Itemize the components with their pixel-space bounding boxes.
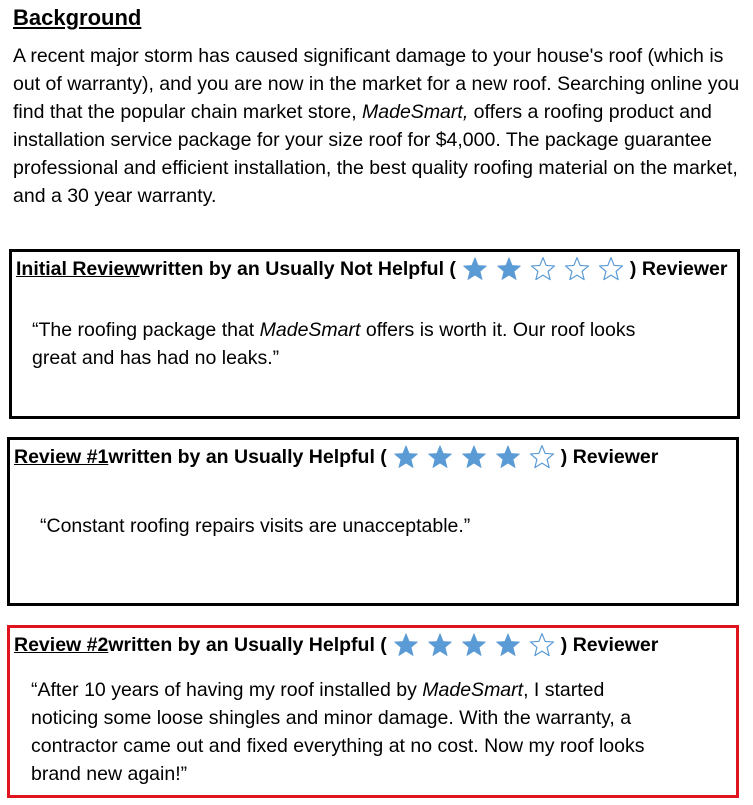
review-header [14, 444, 658, 470]
star-empty-icon [529, 632, 555, 658]
background-brand: MadeSmart, [362, 101, 469, 123]
review-text-1: “After 10 years of having my roof installed by [31, 679, 423, 701]
review-text-1: “The roofing package that [32, 319, 260, 341]
star-filled-icon [427, 444, 453, 470]
star-filled-icon [393, 632, 419, 658]
review-text-2: offers is worth it. Our roof looks great and has had no leaks.” [32, 319, 636, 369]
background-text-1: A recent major storm has caused significant damage to your house's roof (which is out of warranty), and you are now in the market for a new roof. Searching online you find that the popular chain market store, [13, 45, 740, 123]
star-filled-icon [393, 444, 419, 470]
review-suffix: ) Reviewer [560, 445, 659, 468]
review-text: “Constant roofing repairs visits are unacceptable.” [40, 515, 471, 537]
review-brand: MadeSmart [259, 319, 361, 341]
background-paragraph [13, 42, 748, 210]
star-filled-icon [462, 256, 488, 282]
review-card-1 [7, 437, 739, 606]
review-label: Initial Review [16, 257, 140, 280]
star-filled-icon [461, 632, 487, 658]
review-header [14, 632, 658, 658]
review-text [31, 676, 671, 788]
star-rating [389, 632, 559, 658]
review-brand: MadeSmart [422, 679, 524, 701]
review-written-by: written by an Usually Helpful ( [108, 445, 387, 468]
review-written-by: written by an Usually Helpful ( [108, 633, 387, 656]
review-suffix: ) Reviewer [629, 257, 728, 280]
star-filled-icon [495, 632, 521, 658]
star-empty-icon [564, 256, 590, 282]
background-heading: Background [13, 5, 142, 30]
review-label: Review #2 [14, 633, 109, 656]
review-suffix: ) Reviewer [560, 633, 659, 656]
star-filled-icon [427, 632, 453, 658]
review-text [32, 316, 672, 372]
review-card-initial [9, 249, 740, 419]
review-label: Review #1 [14, 445, 109, 468]
review-header [16, 256, 727, 282]
background-text-2: offers a roofing product and installation service package for your size roof for $4,000. The package guarantee professional and efficient installation, the best quality roofing material on the market, and a 30 year warranty. [13, 101, 738, 207]
star-filled-icon [496, 256, 522, 282]
star-filled-icon [461, 444, 487, 470]
review-text-2: , I started noticing some loose shingles and minor damage. With the warranty, a contractor came out and fixed everything at no cost. Now my roof looks brand new again!” [31, 679, 645, 785]
star-empty-icon [529, 444, 555, 470]
star-rating [458, 256, 628, 282]
review-written-by: written by an Usually Not Helpful ( [139, 257, 456, 280]
star-rating [389, 444, 559, 470]
star-filled-icon [495, 444, 521, 470]
review-card-2 [7, 625, 739, 798]
star-empty-icon [598, 256, 624, 282]
star-empty-icon [530, 256, 556, 282]
